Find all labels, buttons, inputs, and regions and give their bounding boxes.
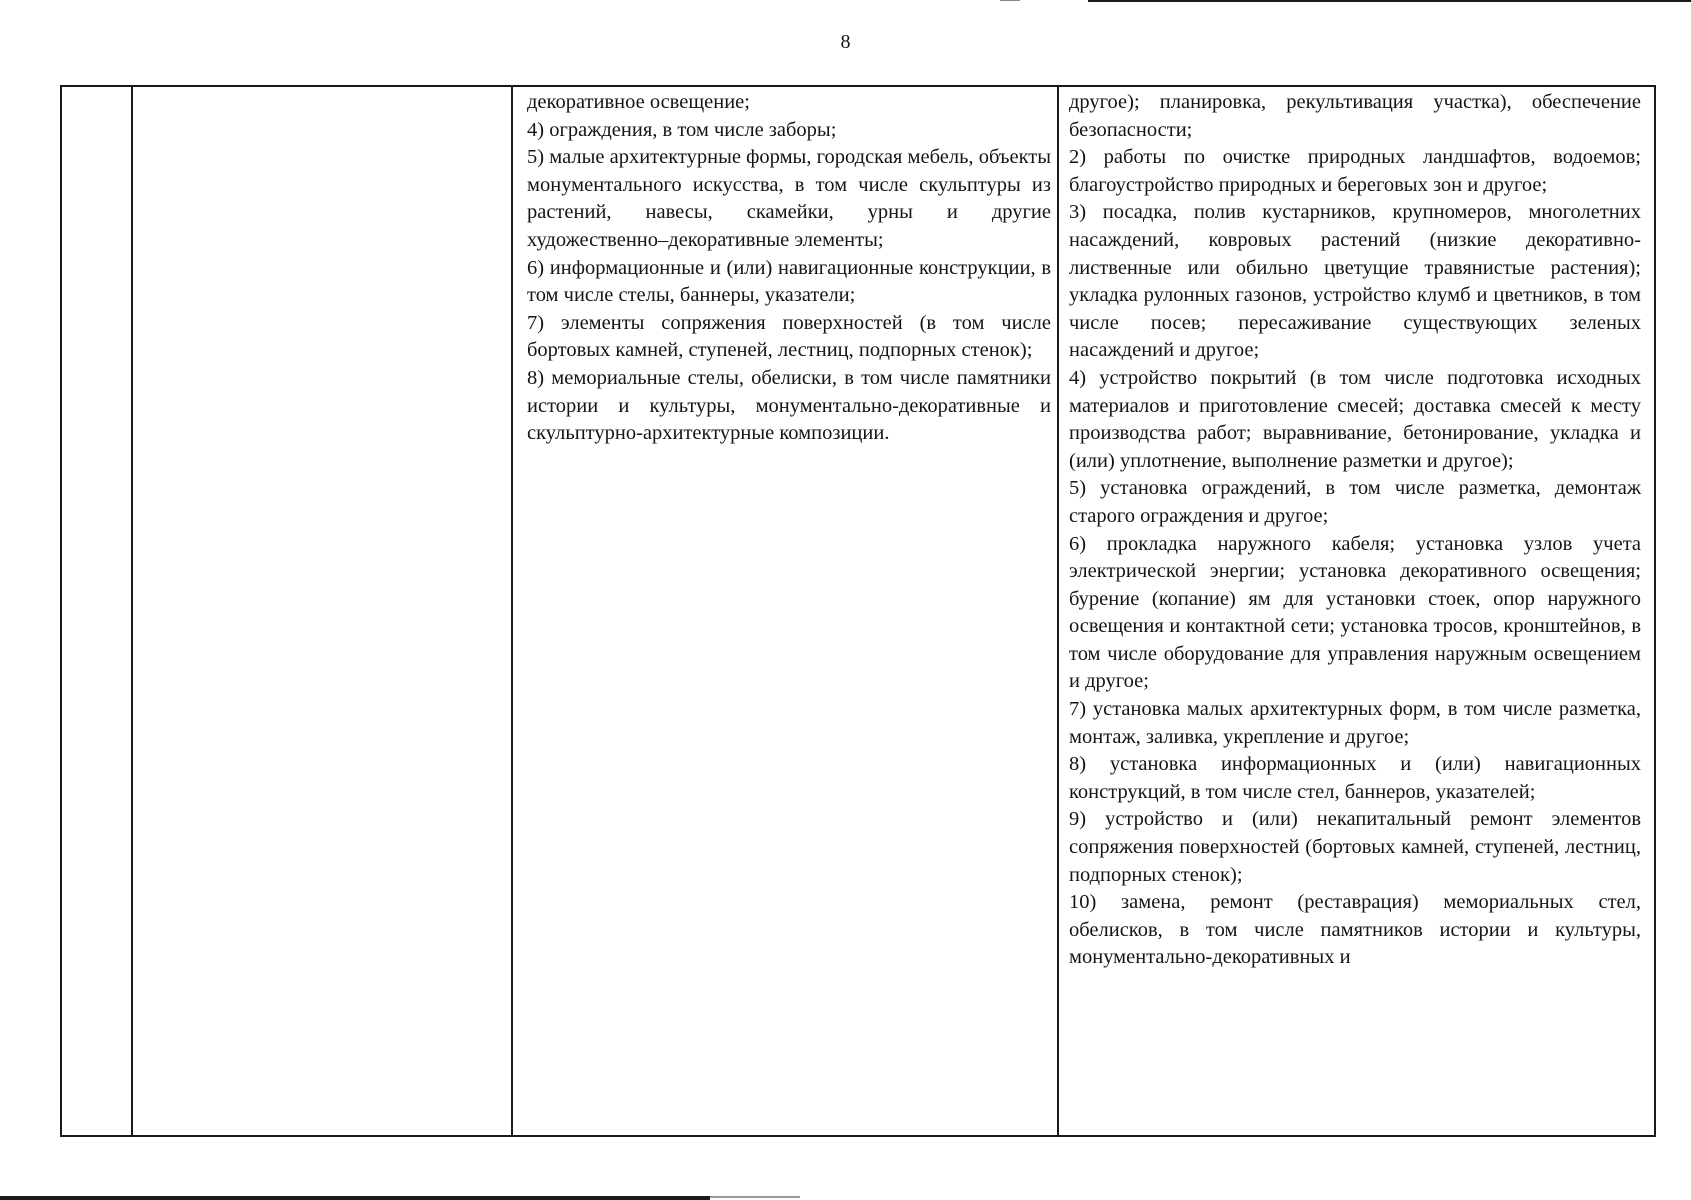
col-4-item: другое); планировка, рекультивация участка), обеспечение безопасности; (1069, 91, 1641, 141)
col-4-item: 10) замена, ремонт (реставрация) мемориальных стел, обелисков, в том числе памятников истории и культуры, монументально-декоративных и (1069, 891, 1641, 969)
col-4-item: 2) работы по очистке природных ландшафтов, водоемов; благоустройство природных и береговых зон и другое; (1069, 146, 1641, 196)
table-row (61, 86, 1655, 1136)
col-4-item: 5) установка ограждений, в том числе разметка, демонтаж старого ограждения и другое; (1069, 477, 1641, 527)
table-cell-col-1 (61, 86, 132, 1136)
document-table (60, 85, 1656, 1137)
table-cell-col-4 (1058, 86, 1655, 1136)
col-4-item: 6) прокладка наружного кабеля; установка узлов учета электрической энергии; установка декоративного освещения; бурение (копание) ям для установки стоек, опор наружного освещения и контактной сети; установка тросов, кронштейнов, в том числе оборудование для управления наружным освещением и другое; (1069, 532, 1641, 693)
col-4-item: 3) посадка, полив кустарников, крупномеров, многолетних насаждений, ковровых растений (низкие декоративно-лиственные или обильно цветущие травянистые растения); укладка рулонных газонов, устройство клумб и цветников, в том числе посев; пересаживание существующих зеленых насаждений и другое; (1069, 201, 1641, 362)
col-3-item: декоративное освещение; (527, 91, 750, 113)
table-cell-col-2 (132, 86, 512, 1136)
scan-artifact-bottom-faint-line (710, 1196, 800, 1198)
table-cell-col-3 (512, 86, 1058, 1136)
col-3-text (513, 87, 1057, 448)
col-3-item: 4) ограждения, в том числе заборы; (527, 118, 837, 141)
col-4-item: 7) установка малых архитектурных форм, в том числе разметка, монтаж, заливка, укрепление и другое; (1069, 698, 1641, 748)
col-4-item: 8) установка информационных и (или) навигационных конструкций, в том числе стел, баннеров, указателей; (1069, 753, 1641, 803)
col-3-item: 5) малые архитектурные формы, городская мебель, объекты монументального искусства, в том числе скульптуры из растений, навесы, скамейки, урны и другие художественно–декоративные элементы; (527, 146, 1051, 251)
col-4-item: 4) устройство покрытий (в том числе подготовка исходных материалов и приготовление смесей; доставка смесей к месту производства работ; выравнивание, бетонирование, укладка и (или) уплотнение, выполнение разметки и другое); (1069, 366, 1641, 472)
page-number: 8 (840, 31, 851, 53)
scan-artifact-top-dash (1000, 0, 1020, 1)
col-4-item: 9) устройство и (или) некапитальный ремонт элементов сопряжения поверхностей (бортовых камней, ступеней, лестниц, подпорных стенок); (1069, 808, 1641, 886)
col-3-item: 7) элементы сопряжения поверхностей (в том числе бортовых камней, ступеней, лестниц, подпорных стенок); (527, 311, 1051, 362)
scan-artifact-top-line (1088, 0, 1691, 2)
col-3-item: 6) информационные и (или) навигационные конструкции, в том числе стелы, баннеры, указатели; (527, 256, 1051, 307)
scan-artifact-bottom-line (0, 1196, 710, 1200)
col-3-item: 8) мемориальные стелы, обелиски, в том числе памятники истории и культуры, монументально-декоративные и скульптурно-архитектурные композиции. (527, 366, 1051, 445)
col-4-text (1059, 87, 1654, 972)
